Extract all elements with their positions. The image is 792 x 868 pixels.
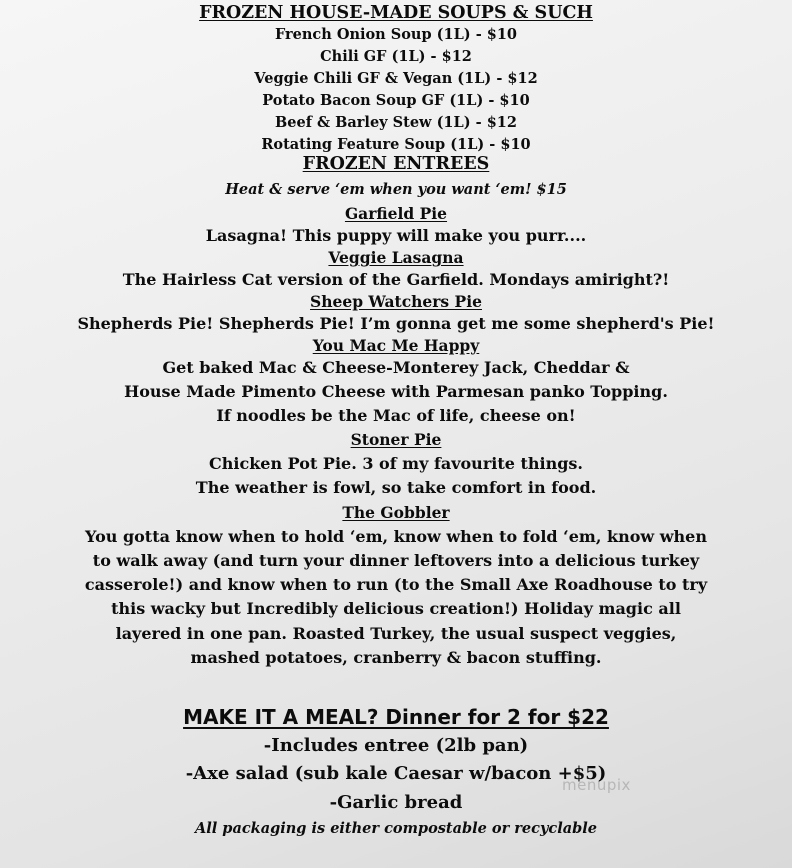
- dish-description: House Made Pimento Cheese with Parmesan panko Topping.: [124, 382, 668, 401]
- meal-item: -Includes entree (2lb pan): [263, 735, 529, 756]
- entrees-heading: FROZEN ENTREES: [302, 154, 490, 174]
- soup-item: Potato Bacon Soup GF (1L) - $10: [262, 92, 530, 109]
- soup-item: Veggie Chili GF & Vegan (1L) - $12: [254, 70, 538, 87]
- dish-description: The Hairless Cat version of the Garfield. Mondays amiright?!: [122, 270, 670, 289]
- dish-description: to walk away (and turn your dinner leftovers into a delicious turkey: [92, 551, 700, 570]
- entrees-tagline: Heat & serve ‘em when you want ‘em! $15: [225, 181, 567, 198]
- dish-name-veggie-lasagna: Veggie Lasagna: [328, 248, 464, 267]
- dish-description: casserole!) and know when to run (to the Small Axe Roadhouse to try: [84, 575, 708, 594]
- dish-name-you-mac-me-happy: You Mac Me Happy: [312, 336, 480, 355]
- watermark: menupix: [562, 776, 631, 794]
- dish-description: this wacky but Incredibly delicious creation!) Holiday magic all: [111, 599, 681, 618]
- soup-item: Chili GF (1L) - $12: [320, 48, 472, 65]
- dish-name-the-gobbler: The Gobbler: [342, 503, 450, 522]
- dish-description: mashed potatoes, cranberry & bacon stuffing.: [190, 648, 602, 667]
- meal-item: -Axe salad (sub kale Caesar w/bacon +$5): [185, 763, 607, 784]
- soup-item: French Onion Soup (1L) - $10: [274, 26, 518, 43]
- dish-description: layered in one pan. Roasted Turkey, the usual suspect veggies,: [115, 624, 677, 643]
- dish-description: You gotta know when to hold ‘em, know when to fold ‘em, know when: [85, 527, 707, 546]
- dish-name-garfield-pie: Garfield Pie: [344, 204, 448, 223]
- dish-name-sheep-watchers-pie: Sheep Watchers Pie: [310, 292, 482, 311]
- dish-description: Chicken Pot Pie. 3 of my favourite things.: [209, 454, 583, 473]
- dish-description: The weather is fowl, so take comfort in food.: [195, 478, 597, 497]
- packaging-note: All packaging is either compostable or recyclable: [194, 820, 597, 837]
- dish-description: If noodles be the Mac of life, cheese on!: [216, 406, 576, 425]
- soups-heading: FROZEN HOUSE-MADE SOUPS & SUCH: [199, 3, 593, 23]
- soup-item: Beef & Barley Stew (1L) - $12: [275, 114, 517, 131]
- meal-heading: MAKE IT A MEAL? Dinner for 2 for $22: [183, 705, 609, 729]
- dish-description: Shepherds Pie! Shepherds Pie! I’m gonna get me some shepherd's Pie!: [77, 314, 715, 333]
- meal-item: -Garlic bread: [329, 792, 463, 813]
- soup-item: Rotating Feature Soup (1L) - $10: [261, 136, 531, 153]
- dish-description: Get baked Mac & Cheese-Monterey Jack, Cheddar &: [162, 358, 630, 377]
- dish-name-stoner-pie: Stoner Pie: [350, 430, 442, 449]
- dish-description: Lasagna! This puppy will make you purr....: [205, 226, 587, 245]
